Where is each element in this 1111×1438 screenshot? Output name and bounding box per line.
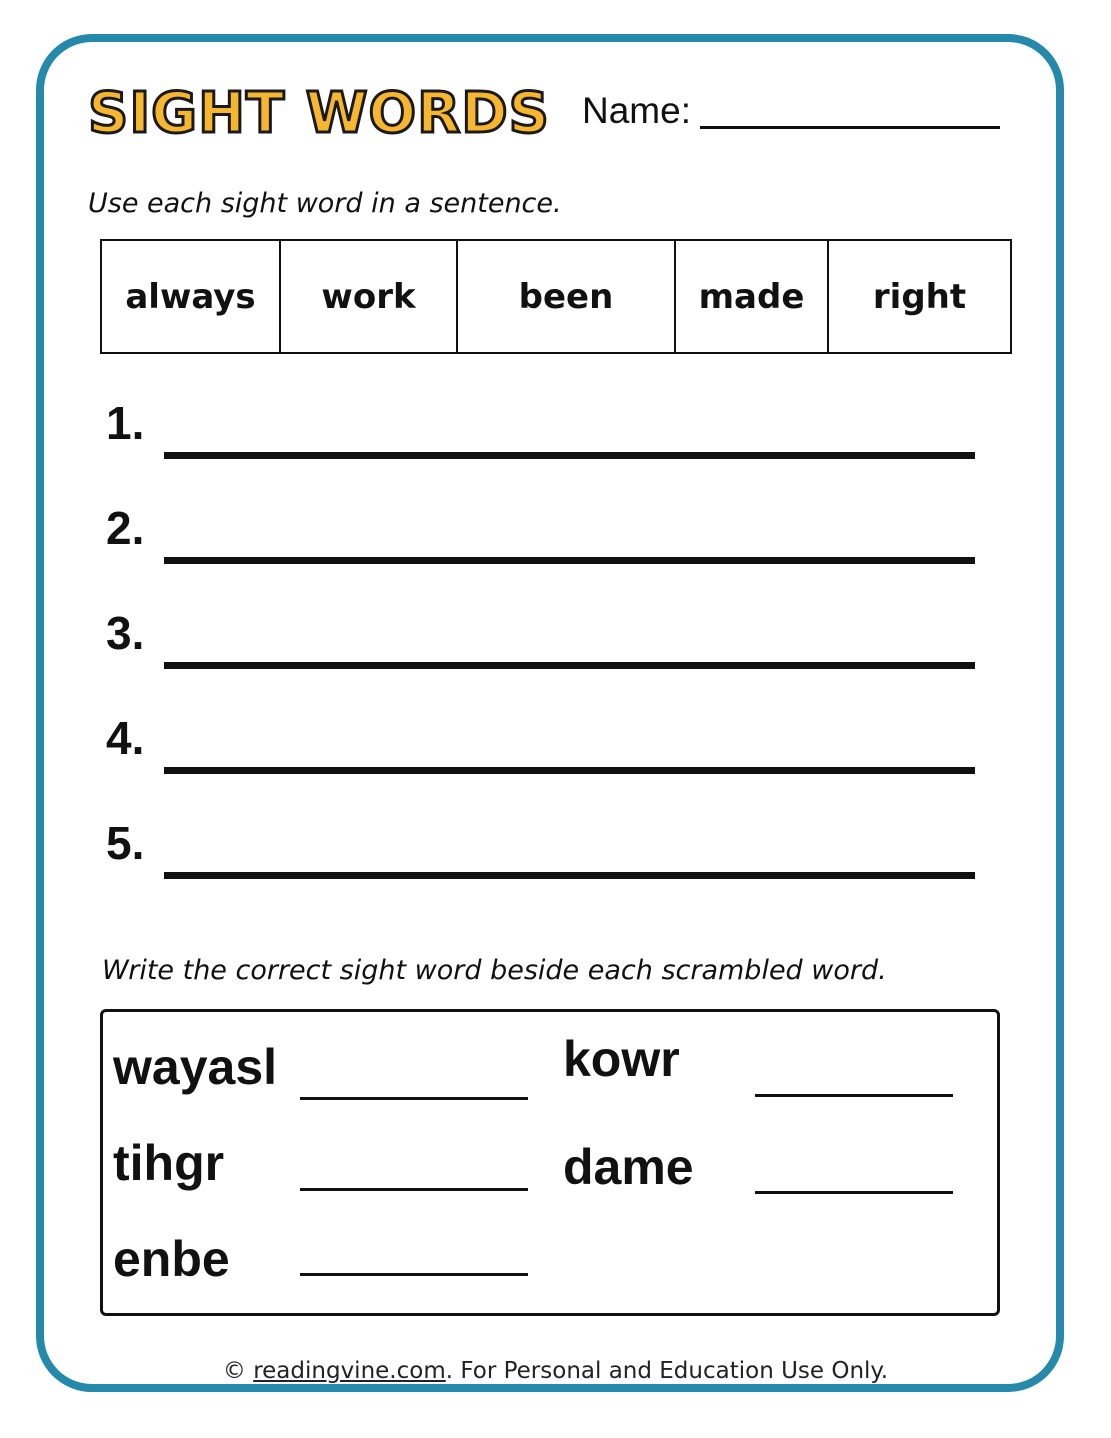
sentence-row	[106, 502, 986, 575]
sentence-row	[106, 397, 986, 470]
sentence-number: 1.	[106, 397, 145, 449]
scrambled-word: dame	[563, 1139, 694, 1195]
sentence-number: 3.	[106, 607, 145, 659]
section1-instruction: Use each sight word in a sentence.	[88, 188, 562, 219]
scrambled-word: enbe	[113, 1231, 230, 1287]
name-label: Name:	[582, 90, 691, 131]
word-bank-cell: been	[458, 241, 676, 352]
scrambled-word: tihgr	[113, 1135, 225, 1191]
word-bank-cell: work	[281, 241, 458, 352]
worksheet-title: SIGHT WORDS	[88, 81, 551, 146]
sentence-row	[106, 607, 986, 680]
name-field-line[interactable]	[700, 126, 1000, 129]
sentence-number: 4.	[106, 712, 145, 764]
scrambled-answer-line[interactable]	[300, 1273, 528, 1276]
sentence-row	[106, 817, 986, 890]
word-bank-cell: made	[676, 241, 829, 352]
sentence-answer-line[interactable]	[164, 557, 975, 564]
sentence-answer-line[interactable]	[164, 662, 975, 669]
sentence-answer-line[interactable]	[164, 452, 975, 459]
sentence-number: 5.	[106, 817, 145, 869]
footer	[0, 1358, 1111, 1384]
word-bank-cell: always	[102, 241, 281, 352]
readingvine-link[interactable]: readingvine.com	[253, 1358, 446, 1384]
sentence-answer-line[interactable]	[164, 872, 975, 879]
scrambled-word: wayasl	[113, 1039, 278, 1095]
word-bank	[100, 239, 1012, 354]
footer-text: . For Personal and Education Use Only.	[445, 1358, 889, 1384]
word-bank-cell: right	[872, 276, 967, 317]
section2-instruction: Write the correct sight word beside each scrambled word.	[102, 955, 887, 986]
scrambled-answer-line[interactable]	[755, 1094, 953, 1097]
scrambled-answer-line[interactable]	[300, 1097, 528, 1100]
sentence-number: 2.	[106, 502, 145, 554]
sentence-answer-line[interactable]	[164, 767, 975, 774]
scrambled-words-box	[100, 1009, 1000, 1316]
scrambled-word: kowr	[563, 1031, 680, 1087]
copyright-symbol: ©	[222, 1358, 246, 1384]
sentence-row	[106, 712, 986, 785]
scrambled-answer-line[interactable]	[300, 1188, 528, 1191]
scrambled-answer-line[interactable]	[755, 1191, 953, 1194]
